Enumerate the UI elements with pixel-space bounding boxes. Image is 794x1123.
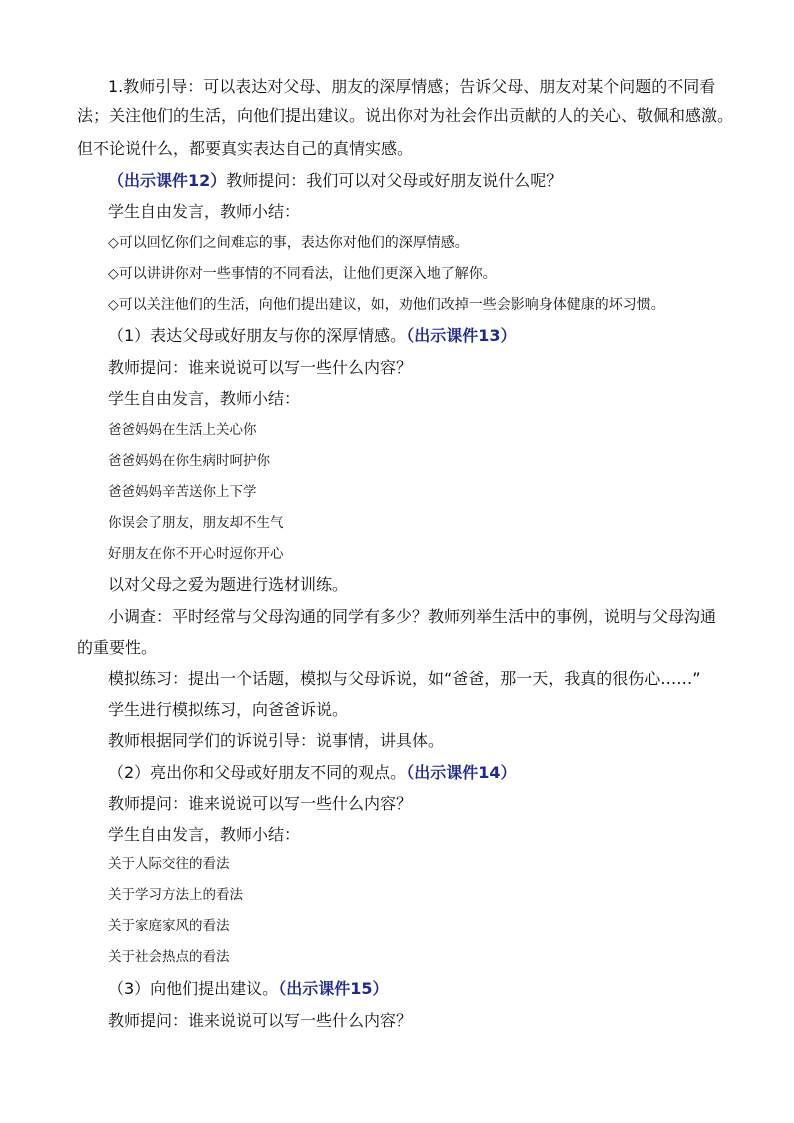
bullet-item-3: ◇可以关注他们的生活，向他们提出建议，如，劝他们改掉一些会影响身体健康的坏习惯。 — [108, 297, 665, 313]
survey-line-1: 小调查：平时经常与父母沟通的同学有多少？教师列举生活中的事例，说明与父母沟通 — [108, 607, 717, 626]
section-2-text: （2）亮出你和父母或好朋友不同的观点。 — [108, 763, 407, 782]
teacher-guide-line: 教师根据同学们的诉说引导：说事情，讲具体。 — [108, 731, 445, 750]
example-1-1: 爸爸妈妈在生活上关心你 — [108, 422, 257, 438]
example-2-3: 关于家庭家风的看法 — [108, 918, 230, 934]
section-3-tag: （出示课件15） — [278, 979, 389, 998]
bullet-item-2: ◇可以讲讲你对一些事情的不同看法，让他们更深入地了解你。 — [108, 266, 497, 282]
example-1-5: 好朋友在你不开心时逗你开心 — [108, 546, 284, 562]
summary-intro-3: 学生自由发言，教师小结： — [108, 825, 301, 844]
bullet-item-1: ◇可以回忆你们之间难忘的事，表达你对他们的深厚情感。 — [108, 235, 469, 251]
example-2-2: 关于学习方法上的看法 — [108, 887, 243, 903]
practice-line: 模拟练习：提出一个话题，模拟与父母诉说，如“爸爸，那一天，我真的很伤心……” — [108, 669, 701, 688]
courseware-12-line — [108, 170, 562, 192]
paragraph-guidance-line-2: 法；关注他们的生活，向他们提出建议。说出你对为社会作出贡献的人的关心、敬佩和感激。 — [77, 106, 734, 125]
question-3: 教师提问：谁来说说可以写一些什么内容？ — [108, 1011, 413, 1030]
student-practice-line: 学生进行模拟练习，向爸爸诉说。 — [108, 700, 349, 719]
section-2-tag: （出示课件14） — [406, 763, 517, 782]
survey-line-2: 的重要性。 — [77, 638, 158, 657]
training-line: 以对父母之爱为题进行选材训练。 — [108, 575, 349, 594]
section-1-text: （1）表达父母或好朋友与你的深厚情感。 — [108, 326, 407, 345]
courseware-12-question: 教师提问：我们可以对父母或好朋友说什么呢？ — [226, 171, 563, 190]
summary-intro-2: 学生自由发言，教师小结： — [108, 389, 301, 408]
courseware-12-tag: （出示课件12） — [108, 171, 227, 190]
section-1-heading — [108, 325, 516, 347]
example-1-2: 爸爸妈妈在你生病时呵护你 — [108, 453, 270, 469]
example-2-1: 关于人际交往的看法 — [108, 856, 230, 872]
example-2-4: 关于社会热点的看法 — [108, 949, 230, 965]
question-1: 教师提问：谁来说说可以写一些什么内容？ — [108, 358, 413, 377]
section-3-text: （3）向他们提出建议。 — [108, 979, 279, 998]
paragraph-guidance-line-1: 1.教师引导：可以表达对父母、朋友的深厚情感；告诉父母、朋友对某个问题的不同看 — [108, 77, 716, 96]
section-3-heading — [108, 978, 388, 1000]
summary-intro-1: 学生自由发言，教师小结： — [108, 202, 301, 221]
example-1-3: 爸爸妈妈辛苦送你上下学 — [108, 484, 257, 500]
section-1-tag: （出示课件13） — [406, 326, 517, 345]
section-2-heading — [108, 762, 516, 784]
question-2: 教师提问：谁来说说可以写一些什么内容？ — [108, 794, 413, 813]
example-1-4: 你误会了朋友，朋友却不生气 — [108, 515, 284, 531]
paragraph-guidance-line-3: 但不论说什么，都要真实表达自己的真情实感。 — [77, 139, 414, 158]
